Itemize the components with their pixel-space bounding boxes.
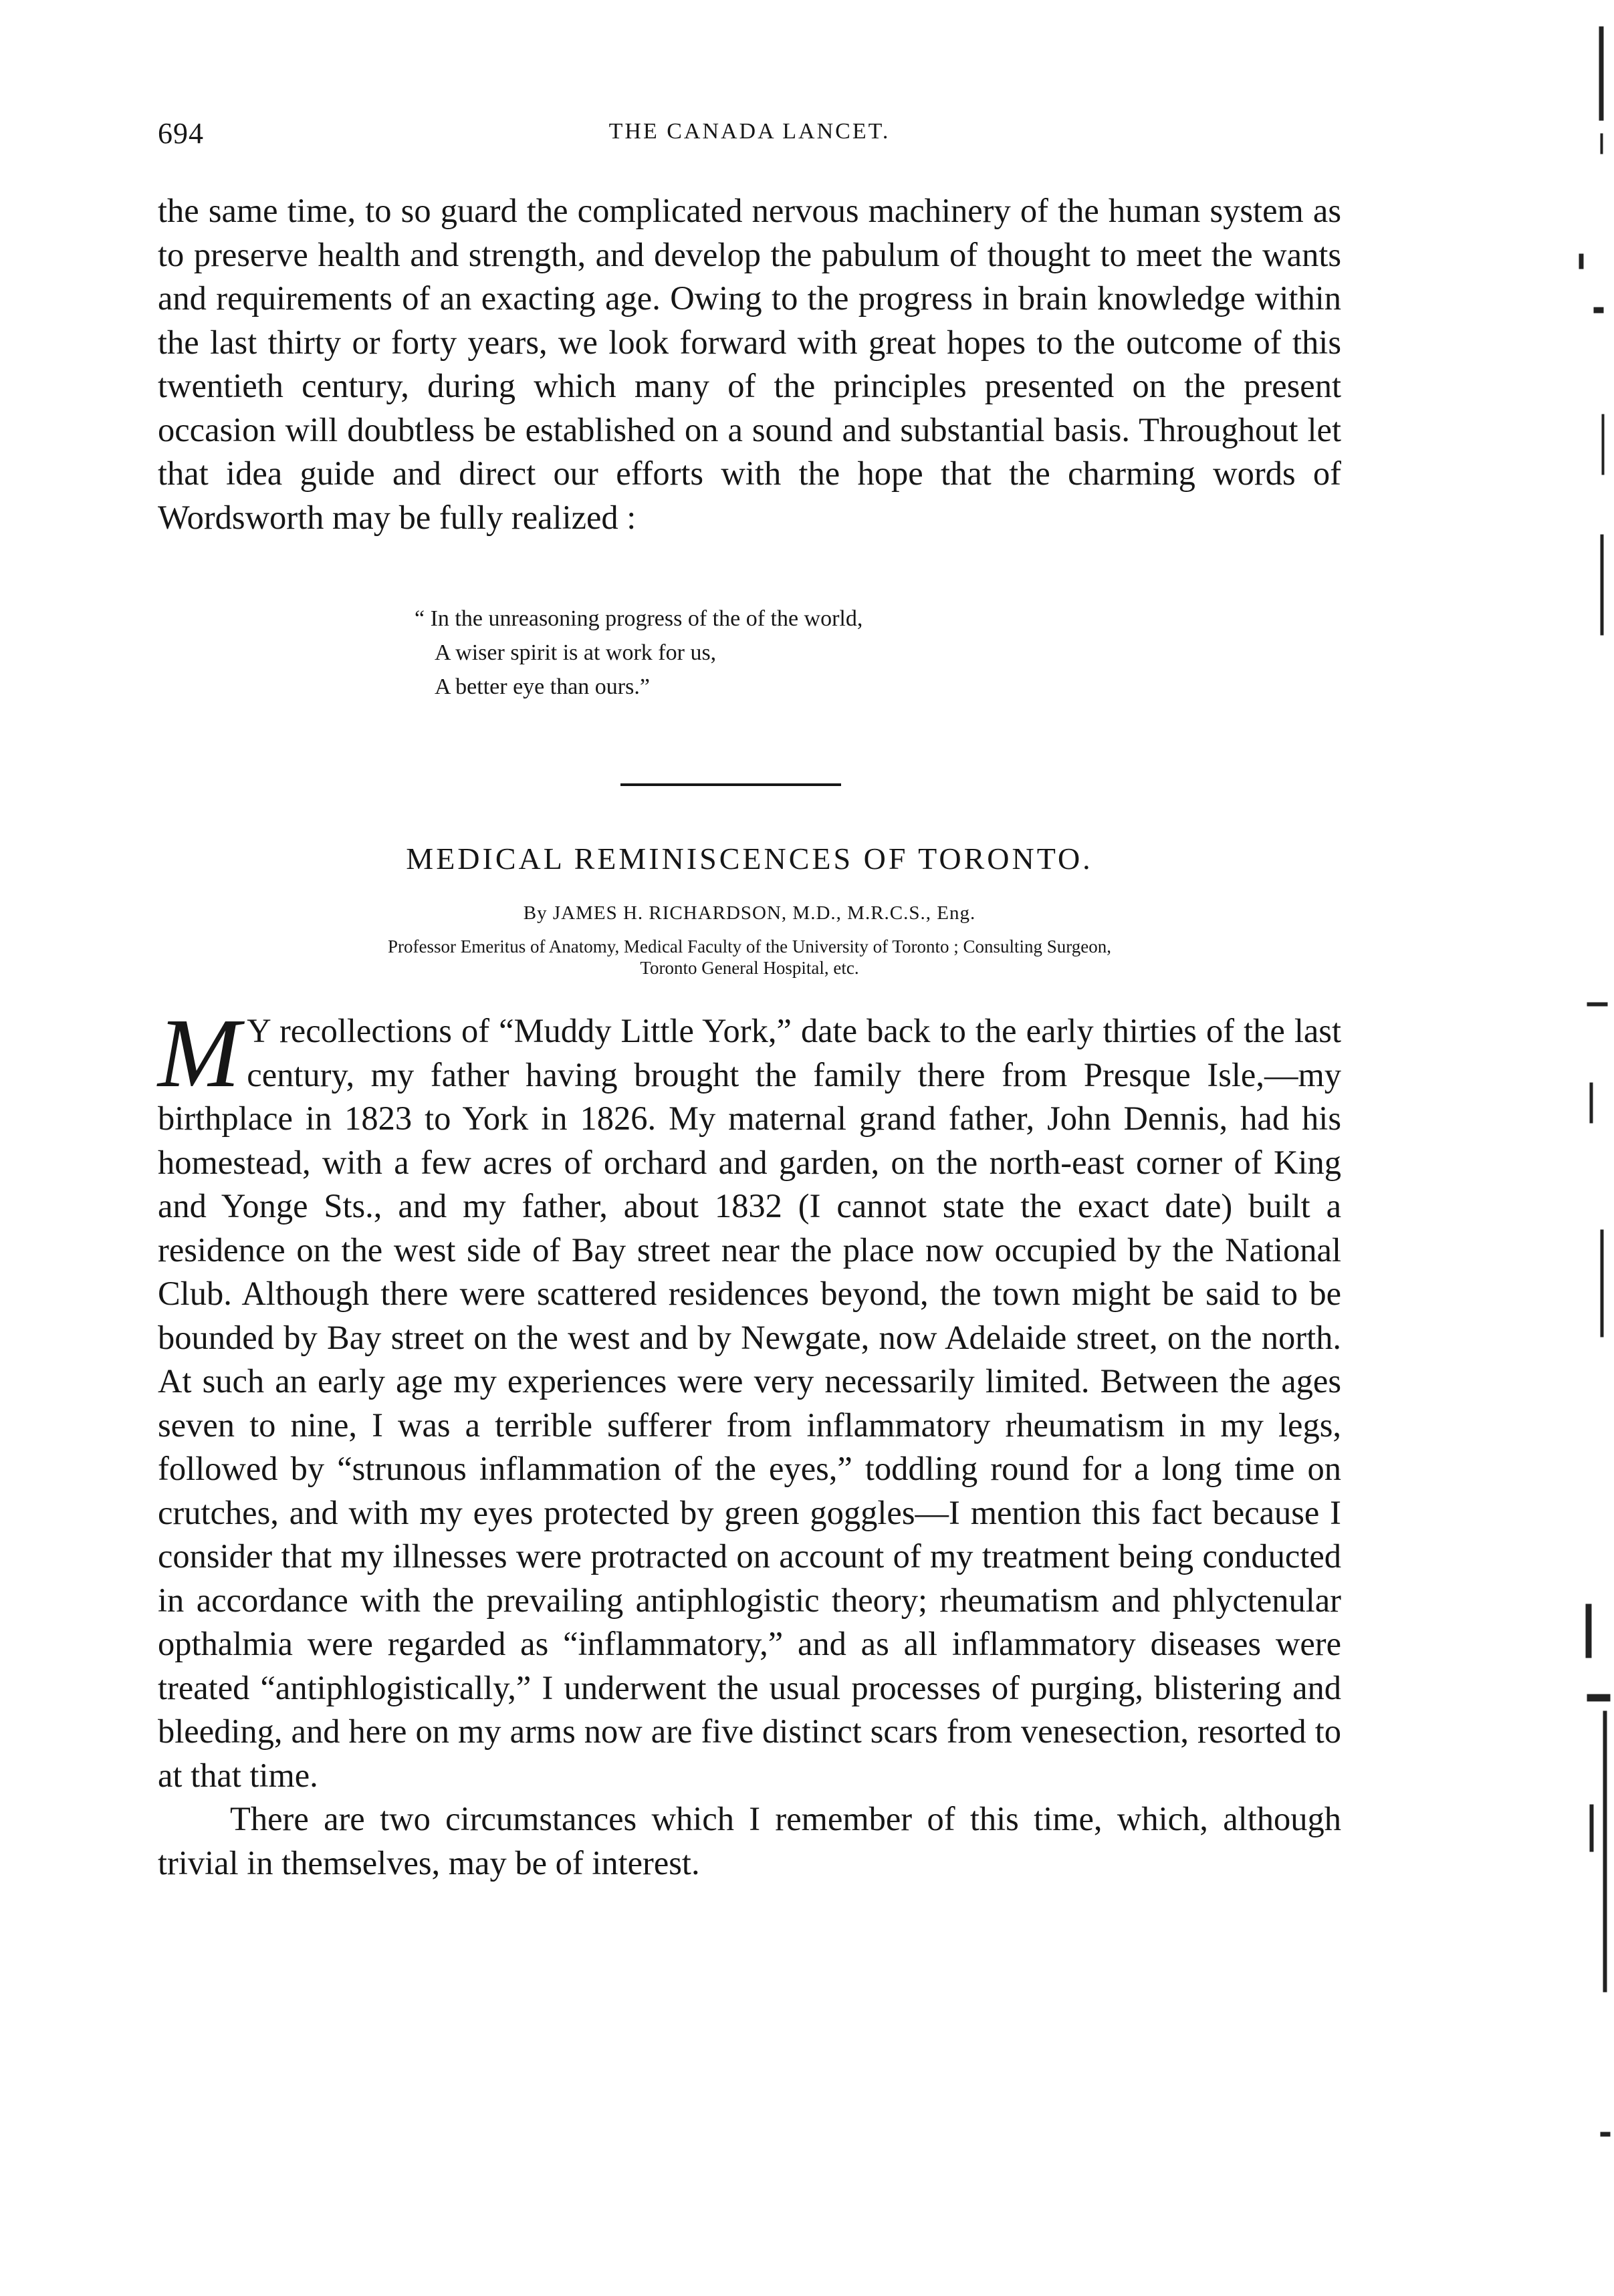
poem-quote (415, 602, 1150, 704)
poem-line: “ In the unreasoning progress of the of the world, (415, 606, 863, 631)
page-number: 694 (158, 117, 204, 150)
body-paragraph: There are two circumstances which I remember of this time, which, although trivial in themselves, may be of interest. (158, 1800, 1341, 1882)
author-affiliation (158, 936, 1341, 979)
article-title: MEDICAL REMINISCENCES OF TORONTO. (406, 842, 1093, 876)
paragraph-text: Y recollections of “Muddy Little York,” date back to the early thirties of the last century, my father having brought the family there from Presque Isle,—my birthplace in 1823 to York in 1826. My maternal grand father, John Dennis, had his homestead, with a few acres of orchard and garden, on the north-east corner of King and Yonge Sts., and my father, about 1832 (I cannot state the exact date) built a residence on the west side of Bay street near the place now occupied by the National Club. Although there were scattered residences beyond, the town might be said to be bounded by Bay street on the west and by Newgate, now Adelaide street, on the north. At such an early age my experiences were very necessarily limited. Between the ages seven to nine, I was a terrible sufferer from inflammatory rheumatism in my legs, followed by “strunous inflammation of the eyes,” toddling round for a long time on crutches, and with my eyes protected by green goggles—I mention this fact because I consider that my illnesses were protracted on account of my treatment being conducted in accordance with the prevailing antiphlogistic theory; rheumatism and phlyctenular opthalmia were regarded as “inflammatory,” and as all inflammatory diseases were treated “antiphlogistically,” I underwent the usual processes of purging, blistering and bleeding, and here on my arms now are five distinct scars from venesection, resorted to at that time. (158, 1012, 1341, 1794)
poem-line: A wiser spirit is at work for us, (435, 640, 717, 665)
page-header (158, 116, 1341, 156)
poem-line: A better eye than ours.” (435, 674, 650, 699)
scan-edge-marks (1574, 0, 1614, 2296)
body-paragraph (158, 999, 1341, 1797)
affiliation-line: Professor Emeritus of Anatomy, Medical Faculty of the University of Toronto ; Consulting Surgeon, (388, 936, 1111, 956)
drop-cap: M (158, 999, 241, 1108)
continuation-paragraph: the same time, to so guard the complicated nervous machinery of the human system as to preserve health and strength, and develop the pabulum of thought to meet the wants and requirements of an exacting age. Owing to the progress in brain knowledge within the last thirty or forty years, we look forward with great hopes to the outcome of this twentieth century, during which many of the principles presented on the present occasion will doubtless be established on a sound and substantial basis. Throughout let that idea guide and direct our efforts with the hope that the charming words of Wordsworth may be fully realized : (158, 192, 1341, 536)
running-head: THE CANADA LANCET. (608, 119, 891, 144)
continuation-text (158, 189, 1341, 539)
section-divider (620, 783, 841, 786)
affiliation-line: Toronto General Hospital, etc. (640, 958, 859, 978)
article-byline: By JAMES H. RICHARDSON, M.D., M.R.C.S., Eng. (523, 902, 976, 924)
article-body (158, 999, 1341, 1885)
